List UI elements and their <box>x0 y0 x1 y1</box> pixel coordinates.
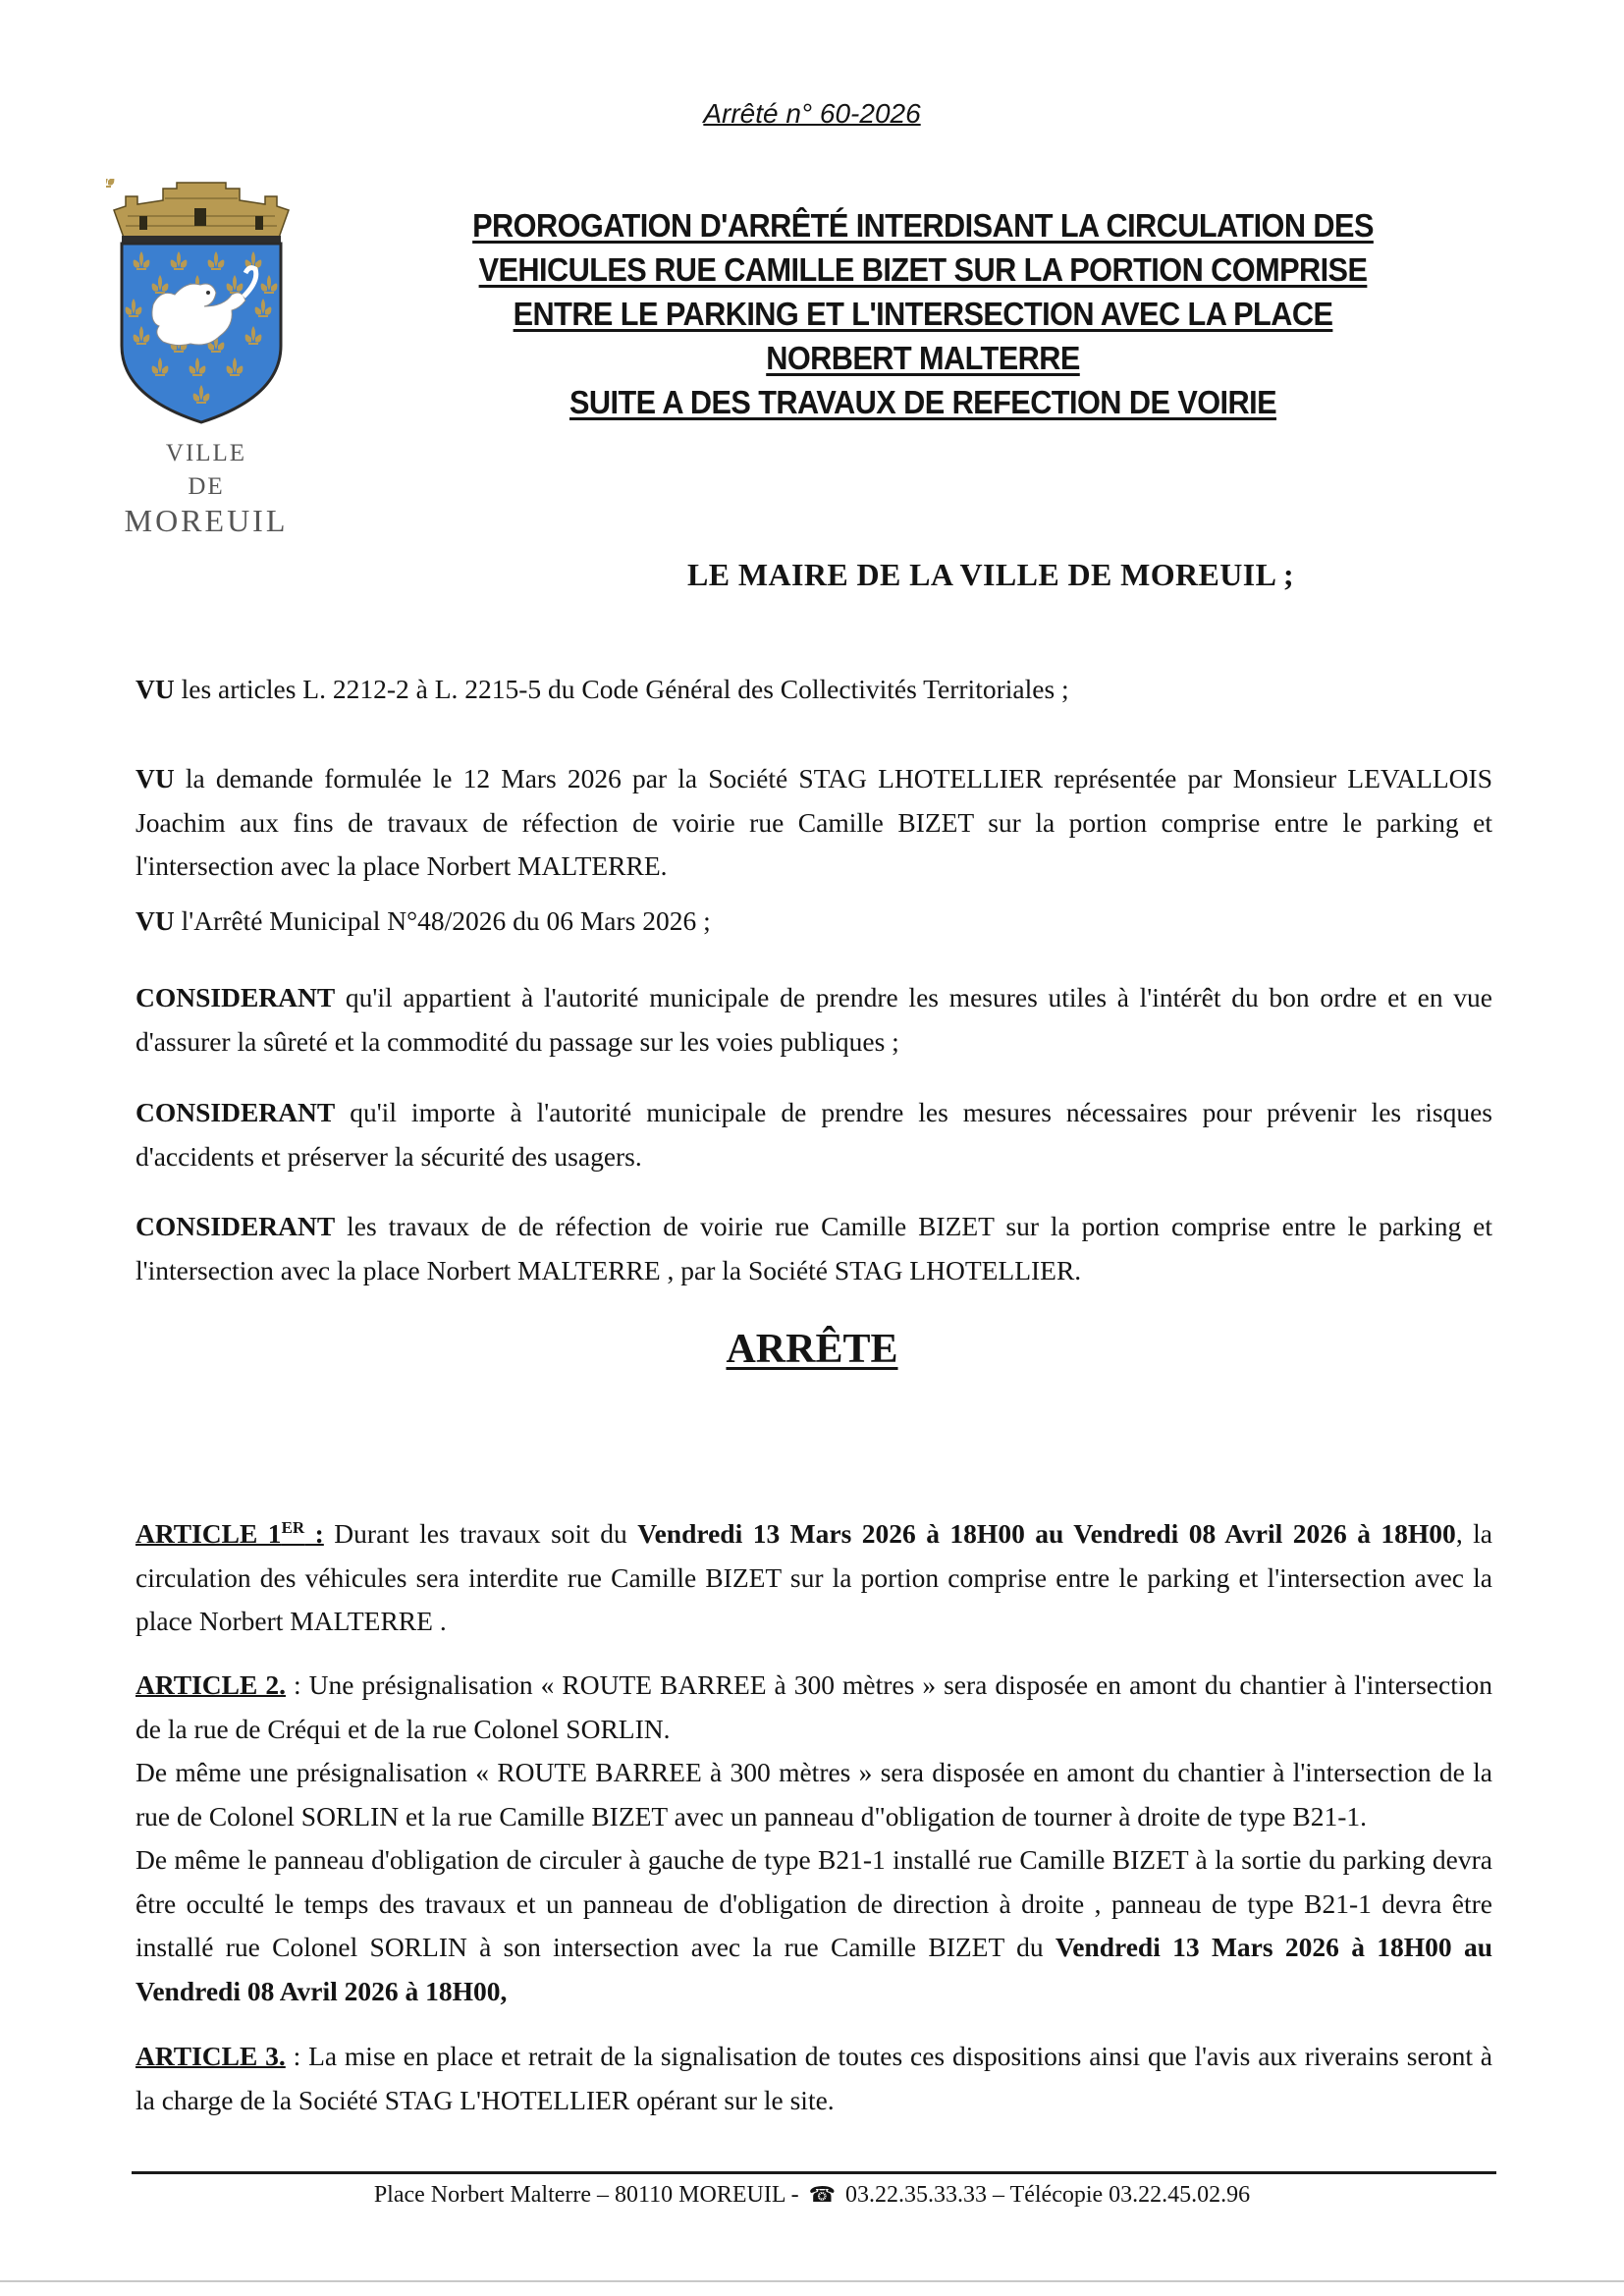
recital-considerant-1: CONSIDERANT qu'il appartient à l'autorité municipale de prendre les mesures utiles à l'intérêt du bon ordre et en vue d'assurer la sûreté et la commodité du passage sur les voies publiques ; <box>135 982 1492 1057</box>
article-2-label: ARTICLE 2. <box>135 1669 286 1700</box>
title-line: PROROGATION D'ARRÊTÉ INTERDISANT LA CIRCULATION DES <box>472 207 1374 244</box>
recital-considerant-3: CONSIDERANT les travaux de de réfection de voirie rue Camille BIZET sur la portion comprise entre le parking et l'intersection avec la place Norbert MALTERRE , par la Société STAG LHOTELLIER. <box>135 1211 1492 1285</box>
recital-vu-arrete: VU l'Arrêté Municipal N°48/2026 du 06 Mars 2026 ; <box>135 905 711 936</box>
coat-of-arms-icon <box>106 179 297 424</box>
article-3-label: ARTICLE 3. <box>135 2041 286 2071</box>
decision-heading: ARRÊTE <box>726 1327 898 1372</box>
telephone-icon: ☎ <box>808 2182 836 2207</box>
mayor-heading: LE MAIRE DE LA VILLE DE MOREUIL ; <box>687 557 1295 592</box>
article-2-para-3: De même le panneau d'obligation de circuler à gauche de type B21-1 installé rue Camille BIZET à la sortie du parking devra être occulté le temps des travaux et un panneau de d'obligation de direction à droite , panneau de type B21-1 devra être installé rue Colonel SORLIN à son intersection avec la rue Camille BIZET du Vendredi 13 Mars 2026 à 18H00 au Vendredi 08 Avril 2026 à 18H00, <box>135 1844 1492 2006</box>
title-line: VEHICULES RUE CAMILLE BIZET SUR LA PORTION COMPRISE <box>478 251 1368 288</box>
article-1-label: ARTICLE 1ER : <box>135 1517 324 1549</box>
footer-contact: Place Norbert Malterre – 80110 MOREUIL - ☎ 03.22.35.33.33 – Télécopie 03.22.45.02.96 <box>373 2182 1251 2208</box>
article-1: ARTICLE 1ER : Durant les travaux soit du Vendredi 13 Mars 2026 à 18H00 au Vendredi 08 Avril 2026 à 18H00, la circulation des véhicules sera interdite rue Camille BIZET sur la portion comprise entre le parking et l'intersection avec la place Norbert MALTERRE . <box>135 1517 1493 1636</box>
title-line: SUITE A DES TRAVAUX DE REFECTION DE VOIRIE <box>568 384 1277 420</box>
article-2 <box>135 1664 1492 2013</box>
scan-edge-divider <box>0 2280 1624 2282</box>
decree-title <box>394 203 1453 424</box>
title-line: NORBERT MALTERRE <box>766 340 1080 376</box>
footer-divider <box>132 2171 1496 2174</box>
title-line: ENTRE LE PARKING ET L'INTERSECTION AVEC LA PLACE <box>513 296 1333 332</box>
recital-vu-demande: VU la demande formulée le 12 Mars 2026 par la Société STAG LHOTELLIER représentée par Monsieur LEVALLOIS Joachim aux fins de travaux de réfection de voirie rue Camille BIZET sur la portion comprise entre le parking et l'intersection avec la place Norbert MALTERRE. <box>135 763 1492 881</box>
recital-considerant-2: CONSIDERANT qu'il importe à l'autorité municipale de prendre les mesures nécessaires pour prévenir les risques d'accidents et préserver la sécurité des usagers. <box>135 1097 1492 1172</box>
town-name: VILLE DE MOREUIL <box>124 440 289 538</box>
article-3: ARTICLE 3. : La mise en place et retrait de la signalisation de toutes ces dispositions ainsi que l'avis aux riverains seront à la charge de la Société STAG L'HOTELLIER opérant sur le site. <box>135 2041 1493 2115</box>
article-2-para-1: ARTICLE 2. : Une présignalisation « ROUTE BARREE à 300 mètres » sera disposée en amont du chantier à l'intersection de la rue de Créqui et de la rue Colonel SORLIN. <box>135 1669 1492 1744</box>
decree-reference: Arrêté n° 60-2026 <box>703 98 921 129</box>
recital-vu-articles: VU les articles L. 2212-2 à L. 2215-5 du Code Général des Collectivités Territoriales ; <box>135 674 1069 704</box>
article-2-para-2: De même une présignalisation « ROUTE BARREE à 300 mètres » sera disposée en amont du chantier à l'intersection de la rue de Colonel SORLIN et la rue Camille BIZET avec un panneau d"obligation de tourner à droite de type B21-1. <box>135 1757 1492 1831</box>
